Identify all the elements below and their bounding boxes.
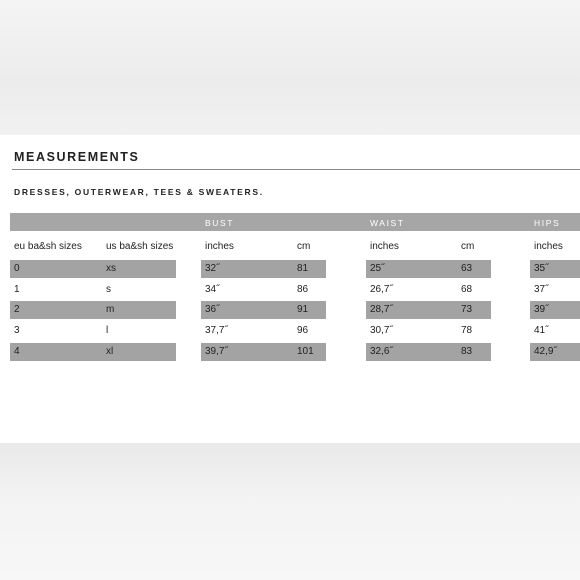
table-cell-waist-in: 28,7˝ <box>370 304 393 315</box>
table-cell-waist-in: 32,6˝ <box>370 346 393 357</box>
table-cell-bust-cm: 86 <box>297 284 309 295</box>
row-shade <box>10 301 176 319</box>
table-cell-bust-cm: 81 <box>297 263 309 274</box>
table-cell-us: l <box>106 325 109 336</box>
table-cell-bust-cm: 96 <box>297 325 309 336</box>
page-title: MEASUREMENTS <box>14 150 140 164</box>
table-cell-bust-in: 36˝ <box>205 304 220 315</box>
row-shade <box>366 260 491 278</box>
category-subtitle: DRESSES, OUTERWEAR, TEES & SWEATERS. <box>14 187 264 197</box>
table-cell-waist-cm: 68 <box>461 284 473 295</box>
table-cell-eu: 3 <box>14 325 20 336</box>
table-cell-waist-cm: 83 <box>461 346 473 357</box>
column-header-hips-inches: inches <box>534 241 563 252</box>
table-cell-hips-in: 41˝ <box>534 325 549 336</box>
title-divider <box>12 169 580 170</box>
group-label-bust: BUST <box>205 218 235 228</box>
table-cell-eu: 0 <box>14 263 20 274</box>
table-cell-us: s <box>106 284 111 295</box>
table-cell-hips-in: 35˝ <box>534 263 549 274</box>
table-cell-us: m <box>106 304 115 315</box>
table-cell-hips-in: 39˝ <box>534 304 549 315</box>
column-header-waist-inches: inches <box>370 241 399 252</box>
table-cell-bust-cm: 91 <box>297 304 309 315</box>
table-cell-bust-cm: 101 <box>297 346 314 357</box>
table-cell-hips-in: 42,9˝ <box>534 346 557 357</box>
table-cell-eu: 2 <box>14 304 20 315</box>
table-cell-bust-in: 32˝ <box>205 263 220 274</box>
column-header-eu-size: eu ba&sh sizes <box>14 241 82 252</box>
table-cell-eu: 1 <box>14 284 20 295</box>
background-top <box>0 0 580 135</box>
column-header-bust-inches: inches <box>205 241 234 252</box>
table-cell-waist-cm: 78 <box>461 325 473 336</box>
column-header-bust-cm: cm <box>297 241 311 252</box>
table-cell-waist-cm: 63 <box>461 263 473 274</box>
column-header-waist-cm: cm <box>461 241 475 252</box>
table-cell-waist-in: 25˝ <box>370 263 385 274</box>
group-header-bar <box>10 213 580 231</box>
group-label-hips: HIPS <box>534 218 561 228</box>
table-cell-bust-in: 34˝ <box>205 284 220 295</box>
row-shade <box>10 343 176 361</box>
column-header-us-size: us ba&sh sizes <box>106 241 174 252</box>
table-cell-us: xs <box>106 263 116 274</box>
group-label-waist: WAIST <box>370 218 405 228</box>
table-cell-waist-in: 30,7˝ <box>370 325 393 336</box>
table-cell-bust-in: 37,7˝ <box>205 325 228 336</box>
table-cell-eu: 4 <box>14 346 20 357</box>
row-shade <box>10 260 176 278</box>
table-cell-waist-in: 26,7˝ <box>370 284 393 295</box>
table-cell-us: xl <box>106 346 114 357</box>
table-cell-bust-in: 39,7˝ <box>205 346 228 357</box>
background-bottom <box>0 443 580 580</box>
size-chart-sheet <box>0 135 580 443</box>
table-cell-hips-in: 37˝ <box>534 284 549 295</box>
table-cell-waist-cm: 73 <box>461 304 473 315</box>
